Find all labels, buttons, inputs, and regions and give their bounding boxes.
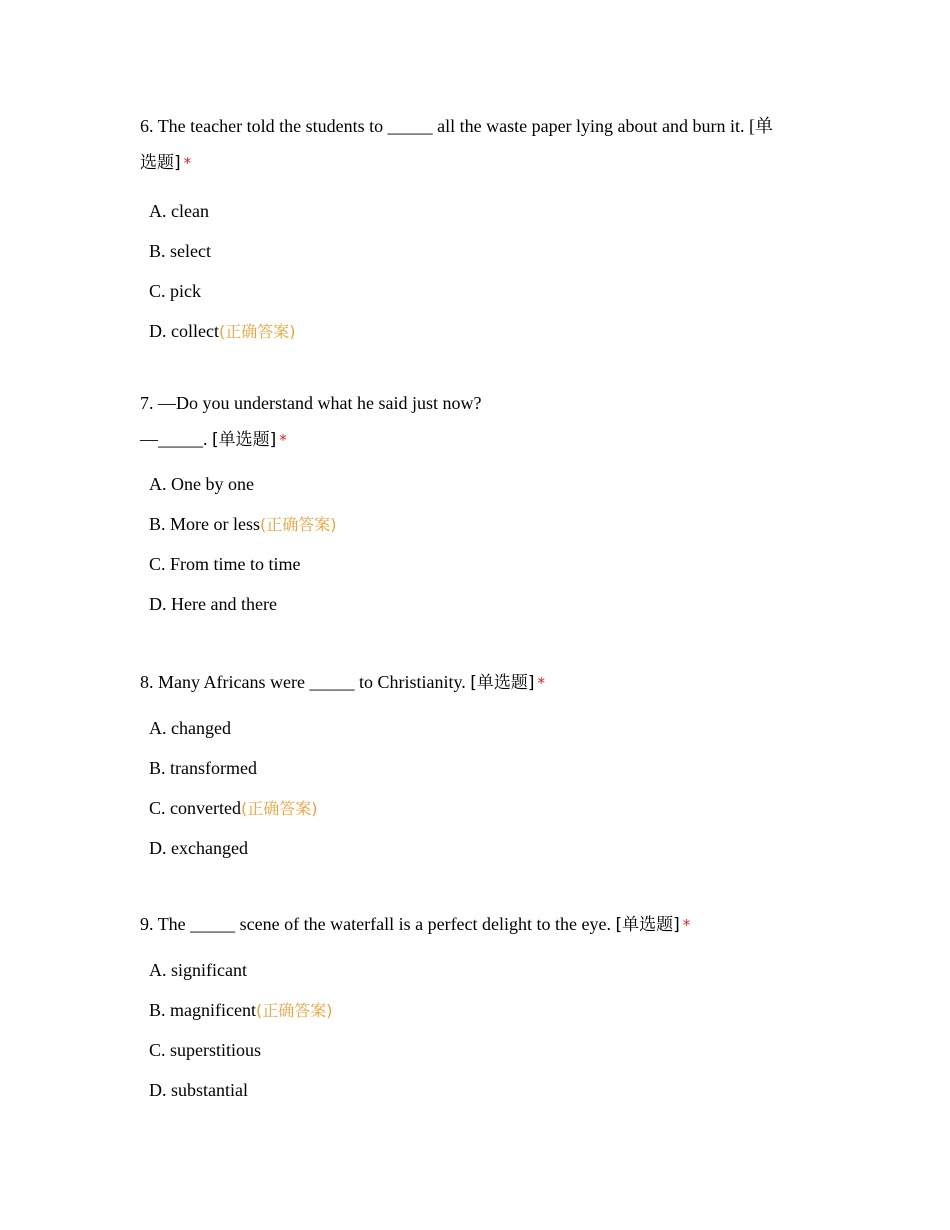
question-number: 6. [140,116,154,136]
option-letter: A. [149,718,167,738]
question-title [140,906,810,943]
question-type-label: [单选题] [212,430,277,450]
option-letter: B. [149,241,166,261]
question-title [140,664,810,701]
question-text-line1: —Do you understand what he said just now? [158,393,482,413]
option-letter: C. [149,281,166,301]
option-text: substantial [171,1080,248,1100]
option-c[interactable] [140,1030,810,1070]
question-7 [140,385,810,624]
option-text: magnificent [170,1000,256,1020]
option-text: From time to time [170,554,301,574]
option-letter: B. [149,758,166,778]
question-text-line2: 选题] [140,153,181,173]
option-b[interactable] [140,748,810,788]
question-number: 7. [140,393,154,413]
question-text-line1: Many Africans were _____ to Christianity. [158,672,466,692]
option-text: One by one [171,474,254,494]
question-type-label: [单选题] [470,673,535,693]
correct-answer-tag: (正确答案) [218,322,296,341]
option-text: More or less [170,514,260,534]
option-a[interactable] [140,191,810,231]
question-text-line1: The _____ scene of the waterfall is a perfect delight to the eye. [157,914,612,934]
option-c[interactable] [140,788,810,828]
option-letter: D. [149,594,167,614]
option-text: pick [170,281,202,301]
option-c[interactable] [140,544,810,584]
option-d[interactable] [140,1070,810,1110]
required-mark: * [682,916,691,934]
option-text: superstitious [170,1040,262,1060]
option-letter: A. [149,960,167,980]
option-letter: A. [149,474,167,494]
question-9 [140,906,810,1110]
question-number: 9. [140,914,154,934]
option-d[interactable] [140,828,810,868]
option-d[interactable] [140,584,810,624]
question-6 [140,108,810,351]
correct-answer-tag: (正确答案) [260,515,337,534]
question-text-line1: The teacher told the students to _____ all the waste paper lying about and burn it. [单 [157,116,774,136]
question-8 [140,664,810,868]
option-c[interactable] [140,271,810,311]
question-title [140,385,810,458]
option-letter: A. [149,201,167,221]
option-letter: C. [149,798,166,818]
question-title [140,108,810,181]
option-b[interactable] [140,504,810,544]
options-list [140,191,810,351]
option-text: transformed [170,758,257,778]
option-b[interactable] [140,990,810,1030]
option-letter: C. [149,1040,166,1060]
question-text-line2: —_____. [140,429,208,449]
option-text: Here and there [171,594,277,614]
option-letter: B. [149,514,166,534]
options-list [140,464,810,624]
option-text: significant [171,960,247,980]
option-letter: B. [149,1000,166,1020]
correct-answer-tag: (正确答案) [240,799,318,818]
option-a[interactable] [140,464,810,504]
option-d[interactable] [140,311,810,351]
option-text: select [170,241,211,261]
option-b[interactable] [140,231,810,271]
option-text: changed [171,718,231,738]
option-text: collect [171,321,219,341]
option-text: exchanged [171,838,248,858]
question-number: 8. [140,672,154,692]
option-letter: D. [149,321,167,341]
options-list [140,950,810,1110]
option-a[interactable] [140,950,810,990]
required-mark: * [183,154,192,172]
option-text: clean [171,201,209,221]
options-list [140,708,810,868]
question-type-label: [单选题] [615,915,680,935]
required-mark: * [279,431,287,449]
option-letter: D. [149,838,167,858]
option-letter: D. [149,1080,167,1100]
option-letter: C. [149,554,166,574]
option-text: converted [170,798,241,818]
required-mark: * [537,674,546,692]
correct-answer-tag: (正确答案) [255,1001,333,1020]
option-a[interactable] [140,708,810,748]
